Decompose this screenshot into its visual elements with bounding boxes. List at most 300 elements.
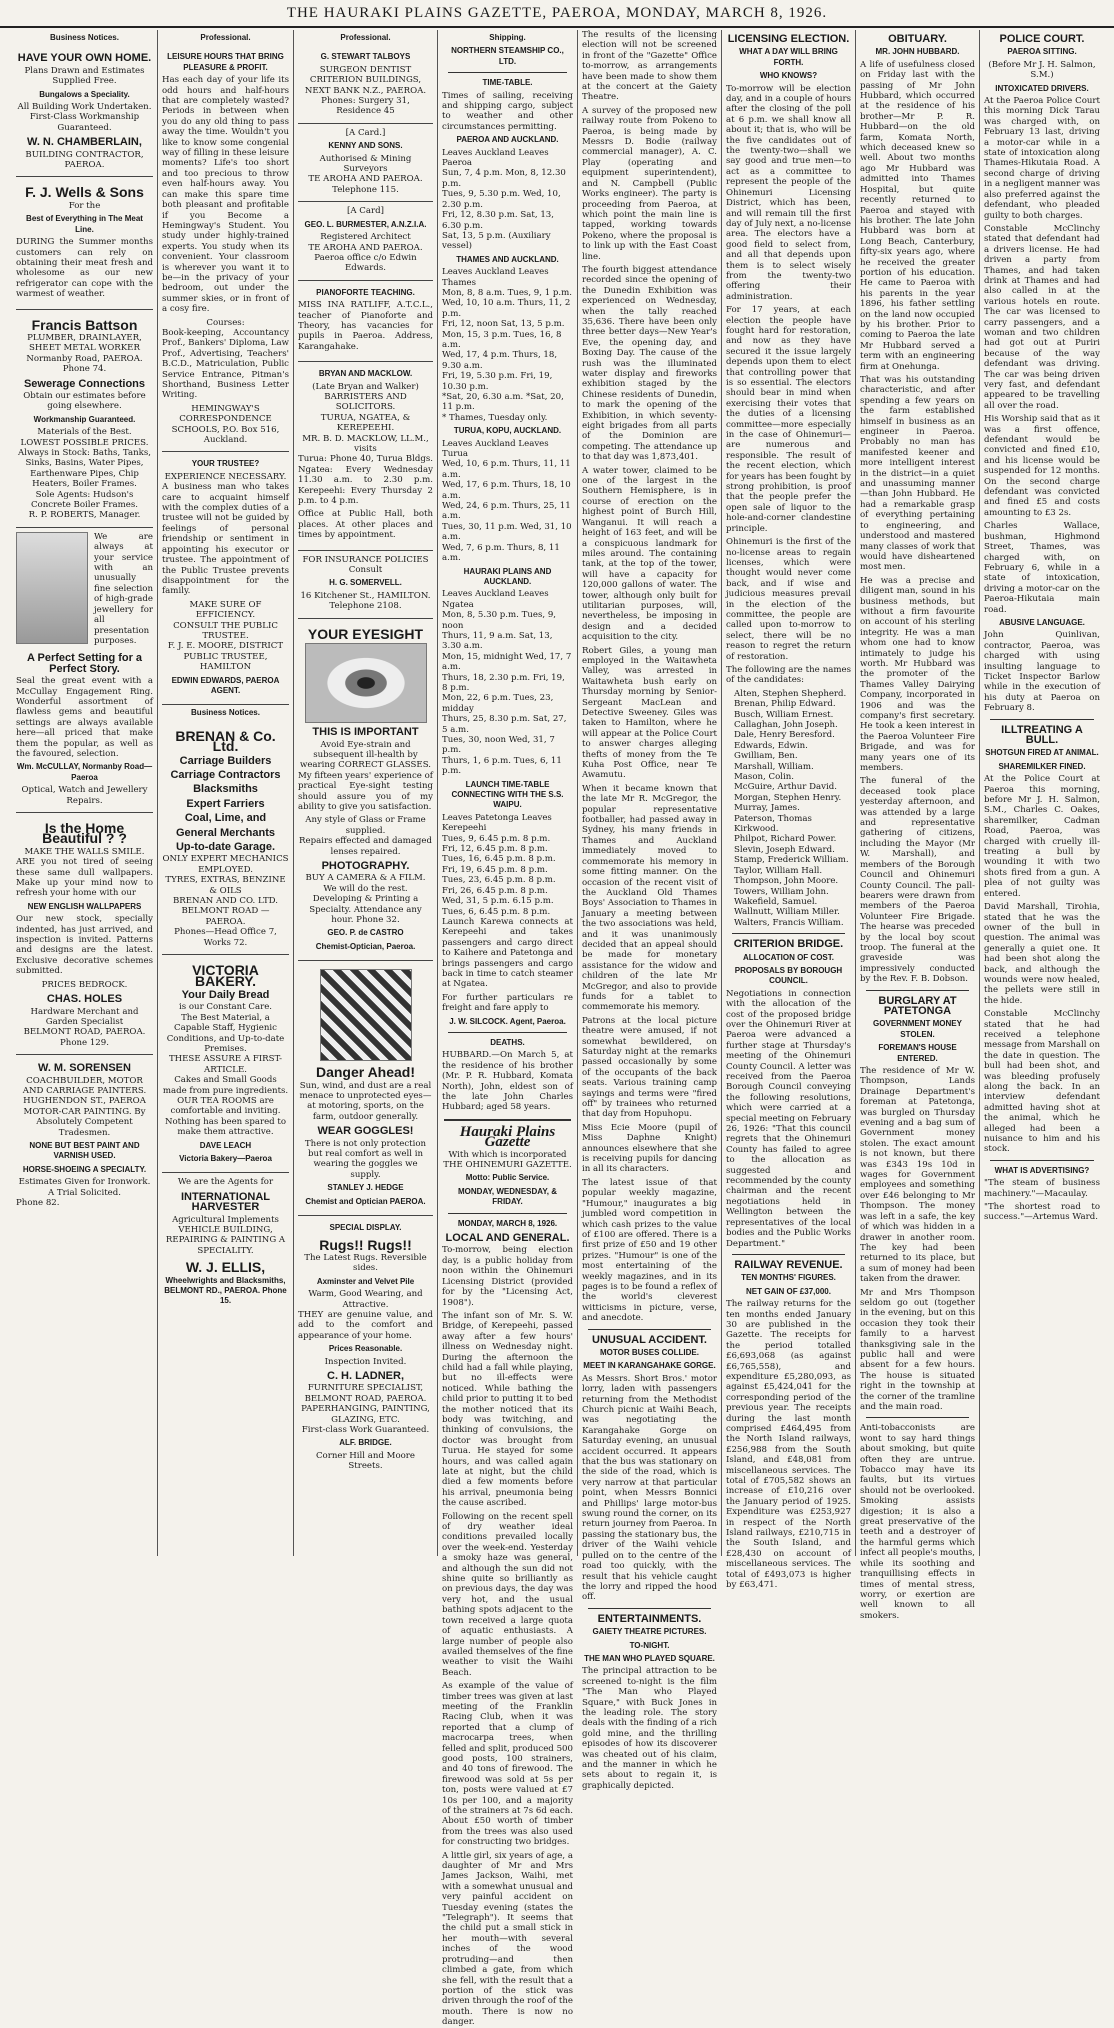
route-row: Mon, 8, 5.30 p.m. Tues, 9, noon (442, 610, 557, 631)
ad-line: BELMONT ROAD, PAEROA. Phone 129. (23, 1027, 146, 1048)
ad-line: TE AROHA AND PAEROA. (308, 242, 423, 253)
article-subheading: SHOTGUN FIRED AT ANIMAL. (985, 748, 1099, 758)
paper-date: MONDAY, MARCH 8, 1926. (457, 1218, 558, 1228)
ad-body: DURING the Summer months customers can rely on obtaining their meat fresh and wholesome as our new refrigerator can cope with the warmest of weather. (16, 237, 153, 300)
ad-line: SURGEON DENTIST (319, 64, 412, 75)
ad-line: MAKE THE WALLS SMILE. (24, 846, 145, 857)
divider (990, 719, 1094, 720)
article-paragraph: To-morrow will be election day, and in a couple of hours after the closing of the poll at 6 p.m. we shall know all about it; that is, who will be the five candidates out of the twenty-two—shall we say good and true men—to act as a committee to represent the people of the Ohinemuri Licensing District, which has been, and will remain till the first day of July next, a no-license area. The electors have a good field to select from, and all that depends upon them is to select wisely from the twenty-two offering their administration. (726, 83, 851, 302)
burmester-ad (298, 202, 433, 280)
ad-line: [A Card] (347, 206, 384, 217)
ad-body: Office at Public Hall, both places. At other places and times by appointment. (298, 509, 433, 541)
article-subheading: TO-NIGHT. (629, 1640, 670, 1650)
ad-line: is our Constant Care. (178, 1002, 273, 1013)
column-5 (578, 30, 722, 1791)
article-paragraph: The residence of Mr W. Thompson, Lands Drainage Department's foreman at Patetonga, was burgled on Thursday evening and a bag sum of Government money stolen. The exact amount is not known, but there was £343 19s 10d in wages for Government employees and something over £46 belonging to Mr Thompson. The money was left in a safe, the key of which was hidden in a drawer in another room. The key had been returned to its place, but a sum of money had been taken from the drawer. (860, 1066, 975, 1285)
article-subheading: WHO KNOWS? (759, 71, 818, 81)
article-subheading: MEET IN KARANGAHAKE GORGE. (583, 1361, 716, 1371)
victoria-bakery-ad (162, 955, 289, 1173)
article-paragraph: Mr and Mrs Thompson seldom go out (together in the evening, but on this occasion they took their family to a harvest thanksgiving sale in the public hall and were absent for a few hours. The house is situated right in the township at the corner of the tramline and the main road. (860, 1287, 975, 1412)
article-paragraph: The results of the licensing election will not be screened in front of the "Gazette" Office to-morrow, as arrangements have been made to show them at the concert at the Gaiety Theatre. (582, 30, 717, 103)
article-subheading: WHAT A DAY WILL BRING FORTH. (739, 47, 838, 67)
ad-name: BRYAN AND MACKLOW. (318, 369, 413, 379)
ad-line: First-Class Workmanship Guaranteed. (29, 112, 140, 133)
paper-days: MONDAY, WEDNESDAY, & FRIDAY. (458, 1186, 557, 1207)
ad-line: Sun, wind, and dust are a real menace to unprotected eyes—at motoring, sports, on the farm, outdoor generally. (299, 1080, 432, 1122)
article-heading: CRITERION BRIDGE. (733, 938, 844, 951)
ad-line: Coal, Lime, and (184, 812, 267, 825)
divider (588, 1608, 711, 1609)
article-paragraph: As Messrs. Short Bros.' motor lorry, laden with passengers returning from the Methodist Church picnic at Waihi Beach, was negotiating the Karangahake Gorge on Saturday evening, an unusual accident occurred. It appears that the bus was stationary on the side of the road, which is very narrow at that particular point, when Messrs Bonnici and Phillips' large motor-bus swung round the corner, on its return journey from Paeroa. In passing the stationary bus, the driver of the Waihi vehicle pulled on to the centre of the road too quickly, with the result that his vehicle caught the lorry and ripped the hood off. (582, 1373, 717, 1603)
ad-line: BUY A CAMERA & A FILM. We will do the rest. Developing & Printing a Specialty. Attendance any hour. Phone 32. (305, 873, 426, 925)
route-row: Fri, 19, 5.30 p.m. Fri, 19, 10.30 p.m. (442, 371, 553, 392)
ad-line: TURUA, NGATEA, & KEREPEEHI. (320, 412, 411, 434)
route-row: Wed, 10, 6 p.m. Thurs, 11, 11 a.m. (442, 459, 571, 480)
article-paragraph: A water tower, claimed to be one of the largest in the Southern Hemisphere, is in course of erection on the highest point of Burch Hill, Wanganui. It will reach a height of 163 feet, and will be a conspicuous landmark for miles around. The containing tank, at the top of the tower, will have a capacity for 120,000 gallons of water. The tower, although only built for utilitarian purposes, will, nevertheless, be imposing in design and a decided acquisition to the city. (582, 465, 717, 643)
article-paragraph: To-morrow, being election day, is a public holiday from noon within the Ohinemuri Licensing District (provided for by the "Licensing Act, 1908"). (442, 1245, 573, 1308)
route-row: Wed, 7, 6 p.m. Thurs, 8, 11 a.m. (442, 542, 560, 564)
ad-name: GEO. P. de CASTRO (327, 928, 404, 938)
article-paragraph: The following are the names of the candidates: (726, 664, 851, 686)
route-row: Sat, 13, 5 p.m. (Auxiliary vessel) (442, 230, 551, 252)
ad-body: Has each day of your life its odd hours and half-hours that are completely wasted? Periods in between when you do any old thing to pass away the time. Wouldn't you like to know some congenial way of filling in these leisure moments? Life's too short and too precious to throw even half-hours away. You can make this spare time both pleasant and profitable if you Become a Hemingway's Student. You study under highly-trained experts. You study when its convenient. Your classroom is wherever you want it to be—in the privacy of your bedroom, out under the summer skies, or in front of a cosy fire. (162, 75, 289, 315)
ad-title: VICTORIA BAKERY. (192, 962, 259, 989)
ad-line: Best of Everything in The Meat Line. (26, 214, 143, 234)
candidate: Edwards, Edwin. (734, 740, 808, 751)
candidate: Thompson, John Moore. (734, 876, 839, 887)
article-subheading: PAEROA SITTING. (1007, 47, 1077, 57)
column-4 (438, 30, 578, 2028)
ad-line: Prices Reasonable. (328, 1344, 403, 1354)
article-subheading: GOVERNMENT MONEY STOLEN. (873, 1019, 962, 1039)
rugs-ad (298, 1216, 433, 1478)
ad-line: First-class Work Guaranteed. (301, 1425, 430, 1435)
candidate: Taylor, William Hall. (734, 865, 823, 876)
candidate: Busch, William Ernest. (734, 709, 834, 720)
ad-line: EDWIN EDWARDS, PAEROA AGENT. (171, 675, 280, 695)
ad-title: PIANOFORTE TEACHING. (316, 287, 415, 297)
column-3 (294, 30, 438, 1556)
ad-title: YOUR EYESIGHT (307, 625, 424, 642)
deaths-heading: DEATHS. (490, 1037, 525, 1047)
route-title: TURUA, KOPU, AUCKLAND. (453, 426, 562, 436)
divider (732, 1254, 845, 1255)
ad-line: Carriage Contractors (170, 769, 281, 781)
route-row: Fri, 19, 6.45 p.m. 8 p.m. (442, 864, 548, 875)
ad-body: A business man who takes care to acquaint himself with the complex duties of a trustee will not be guided by feelings of personal friendship or sentiment in appointing his executor or trustee. The appointment of the Public Trustee prevents disappointment for the family. (162, 482, 289, 597)
ad-line: Hardware Merchant and Garden Specialist (30, 1006, 139, 1027)
route-title: LAUNCH TIME-TABLE CONNECTING WITH THE S.S. WAIPU. (451, 779, 564, 810)
route-row: Thurs, 1, 6 p.m. Tues, 6, 11 p.m. (442, 755, 562, 777)
ad-line: Plans Drawn and Estimates Supplied Free. (24, 65, 145, 87)
ad-line: Repairs effected and damaged lenses repaired. (299, 836, 432, 857)
column-7 (856, 30, 980, 1621)
article-heading: ILLTREATING A BULL. (1001, 723, 1083, 746)
ad-line: Authorised & Mining Surveyors (319, 153, 412, 175)
death-notice: HUBBARD.—On March 5, at the residence of his brother (Mr. P. R. Hubbard, Komata North), John, eldest son of the late John Charles Hubbard; aged 58 years. (442, 1050, 573, 1113)
ad-line: Obtain our estimates before going elsewhere. (23, 390, 146, 412)
route-row: Sun, 7, 4 p.m. Mon, 8, 12.30 p.m. (442, 168, 566, 189)
ad-line: The Best Material, a Capable Staff, Hygienic Conditions, and Up-to-date Premises. (166, 1012, 285, 1054)
ad-line: The Latest Rugs. Reversible sides. (304, 1252, 427, 1274)
article-subheading: MOTOR BUSES COLLIDE. (600, 1347, 699, 1357)
route-title: HAURAKI PLAINS AND AUCKLAND. (463, 566, 552, 586)
candidate: Philpot, Richard Power. (734, 834, 837, 845)
mccullay-ad (16, 528, 153, 813)
ad-line: BUILDING CONTRACTOR, PAEROA. (25, 149, 144, 171)
ad-line: Warm, Good Wearing, and Attractive. (308, 1289, 423, 1310)
ad-line: BRENAN AND CO. LTD. BELMONT ROAD — PAEROA. (172, 896, 279, 927)
divider (588, 1329, 711, 1330)
section-label: Professional. (340, 33, 391, 42)
article-paragraph: At the Paeroa Police Court this morning Dick Tarau was charged with, on February 13 last, driving a motor-car while in a state of intoxication along Thames-Hikutaia Road. A second charge of driving in a negligent manner was also preferred against the defendant, who pleaded guilty to both charges. (984, 96, 1100, 221)
ad-line: HORSE-SHOEING A SPECIALTY. (22, 1164, 147, 1174)
ad-heading: Rugs!! Rugs!! (319, 1236, 412, 1253)
ad-name: Wm. McCULLAY, Normanby Road—Paeroa (16, 762, 153, 782)
ad-line: ONLY EXPERT MECHANICS EMPLOYED. (162, 854, 289, 875)
ad-body: MISS INA RATLIFF, A.T.C.L., teacher of Pianoforte and Theory, has vacancies for pupils in Paeroa. Address, Karangahake. (298, 300, 433, 352)
article-paragraph: A little girl, six years of age, a daughter of Mr and Mrs James Jackson, Waihi, met with a somewhat unusual and very painful accident on Tuesday evening (states the "Telegraph"). It seems that the child put a small stick in her mouth—with several inches of the wood protruding—and then climbed a gate, from which she fell, with the result that a portion of the stick was driven through the roof of the mouth. There is now no danger. (442, 1850, 573, 2028)
ad-name: H. G. SOMERVELL. (329, 578, 402, 588)
article-heading: BURGLARY AT PATETONGA (878, 994, 957, 1017)
route-row: Wed, 31, 5 p.m. 6.15 p.m. (442, 896, 554, 907)
paper-nameplate: Hauraki Plains Gazette (459, 1123, 556, 1151)
ad-line: NONE BUT BEST PAINT AND VARNISH USED. (29, 1140, 140, 1161)
article-paragraph: That was his outstanding characteristic, and after spending a few years on the farm established himself in business as an engineer in Paeroa. Probably no man has manifested keener and more intelligent interest in the district—in a quiet and unassuming manner—than John Hubbard. He had a remarkable grasp of everything pertaining to engineering, and understood and mastered many classes of work that would have disheartened most men. (860, 375, 975, 573)
ad-heading: Sewerage Connections (23, 377, 146, 390)
divider (990, 1160, 1094, 1161)
route-row: Leaves Patetonga Leaves Kerepeehi (442, 812, 552, 834)
section-label: Professional. (200, 33, 251, 42)
article-subheading: TEN MONTHS' FIGURES. (741, 1273, 836, 1283)
ad-line: Chemist-Optician, Paeroa. (315, 941, 416, 951)
article-paragraph: Constable McClinchy stated that he had received a telephone message from Marshall on the date in question. The bull had been shot, and was bleeding profusely along the back. In an interview defendant admitted having shot at the animal, which he alleged had been a nuisance to him and his stock. (984, 1009, 1100, 1155)
article-paragraph: The fourth biggest attendance recorded since the opening of the Dunedin Exhibition was experienced on Wednesday, when the tally reached 35,636. There have been only three better days—New Year's Eve, the opening day, and Boxing Day. The cause of the rush was the illuminated water display and fireworks exhibition staged by the Chinese residents of Dunedin, to mark the opening of the Exhibition, in which seventy-eight brigades from all parts of the Dominion are competing. The attendance up to that day was 1,873,401. (582, 264, 717, 463)
ad-body: Book-keeping, Accountancy Prof., Bankers' Diploma, Law Prof., Advertising, Teachers' B.C.D., Matriculation, Public Service Entrance, Pitman's Shorthand, Business Letter Writing. (162, 327, 289, 401)
article-heading: RAILWAY REVENUE. (734, 1258, 843, 1271)
article-paragraph: The railway returns for the ten months ended January 30 are published in the Gazette. The receipts for the period totalled £6,693,068 (as against £6,765,558), and expenditure £5,280,093, as against £5,424,041 for the corresponding period of the previous year. The receipts during the last month comprised £464,495 from the North Island railways, £256,988 from the South Island, and £48,081 from miscellaneous services. The total of £705,582 shows an increase of £10,216 over the January period of 1925. Expenditure was £253,927 in respect of the North Island railways, £210,715 in the South Island, and £28,430 on account of miscellaneous services. The total of £493,073 is higher by £63,471. (726, 1299, 851, 1591)
article-paragraph: For 17 years, at each election the people have fought hard for restoration, and now as they have secured it the issue largely depends upon them to elect that controlling power that is so essential. The electors should bear in mind when exercising their votes that the duties of a licensing committee—more especially in the case of Ohinemuri—are numerous and responsible. The result of the recent election, which for years has been fought by strong prohibition, is proof that the people prefer the open sale of liquor to the hole-and-corner clandestine principle. (726, 305, 851, 534)
ad-line: Chemist and Optician PAEROA. (305, 1196, 426, 1206)
ad-name: W. J. ELLIS, (185, 1259, 266, 1276)
ad-name: CHAS. HOLES (46, 993, 123, 1006)
ad-line: Paeroa office c/o Edwin Edwards. (314, 252, 417, 274)
route-row: Fri, 26, 6.45 p.m. 8 p.m. (442, 885, 548, 896)
ad-name: C. H. LADNER, (327, 1369, 404, 1382)
holes-ad (16, 813, 153, 1055)
danger-ahead-ad (298, 961, 433, 1216)
ad-line: Expert Farriers (186, 797, 265, 810)
divider (448, 1213, 567, 1214)
paper-line: With which is incorporated THE OHINEMURI GAZETTE. (443, 1149, 572, 1171)
ad-line: ALF. BRIDGE. (339, 1438, 392, 1448)
ad-heading: WEAR GOGGLES! (317, 1125, 414, 1138)
ad-line: (Late Bryan and Walker) (312, 381, 419, 392)
ad-heading: Courses: (206, 317, 245, 328)
article-paragraph: Constable McClinchy stated that defendant had a drivers license. He had driven a party from Thames, and had taken drink at Thames and had also called in at the various hotels en route. The car was licensed to carry passengers, and a woman and two children had got out at Puriri because of the way defendant was driving. The car was being driven very fast, and defendant appeared to be travelling all over the road. (984, 223, 1100, 411)
candidate: Brenan, Philip Edward. (734, 699, 836, 710)
candidate: Murray, James. (734, 803, 800, 814)
divider (448, 1032, 567, 1033)
ad-line: A Trial Solicited. (47, 1187, 122, 1198)
candidate: Walters, Francis William. (734, 917, 844, 928)
eye-illustration (305, 643, 427, 723)
ad-heading: Axminster and Velvet Pile (316, 1276, 415, 1286)
ad-line: Registered Architect (320, 232, 411, 243)
route-row: Tues, 6, 6.45 p.m. 8 p.m. (442, 906, 551, 917)
article-heading: LICENSING ELECTION. (727, 33, 850, 45)
route-row: Tues, 30, noon Wed, 31, 7 p.m. (442, 735, 555, 756)
article-subheading: NET GAIN OF £37,000. (746, 1286, 831, 1296)
hemingway-ad (162, 45, 289, 452)
candidate: Paterson, Thomas Kirkwood. (734, 813, 812, 835)
ad-line: Sole Agents: Hudson's Concrete Boiler Frames. (30, 489, 139, 511)
ad-body: Seal the great event with a McCullay Engagement Ring. Wonderful assortment of flawless gems and beautiful settings are always available here—all priced that make them the popular, as well as the favoured, selection. (16, 676, 153, 759)
article-subheading: ABUSIVE LANGUAGE. (999, 617, 1085, 627)
article-paragraph: Negotiations in connection with the allocation of the cost of the proposed bridge over the Ohinemuri River at Paeroa were advanced a further stage at Thursday's meeting of the Ohinemuri County Council. A letter was received from the Paeroa Borough Council conveying the following resolutions, which were carried at a special meeting on February 26, 1926: "That this council regrets that the Ohinemuri County has failed to agree to the allocation as suggested and recommended by the county chairman and the recent negotiations held in Wellington between the representatives of the local bodies and the Public Works Department." (726, 988, 851, 1249)
ad-body: THEY are genuine value, and add to the comfort and appearance of your home. (298, 1309, 433, 1341)
article-paragraph: Anti-tobacconists are wont to say hard things about smoking, but quite often they are untrue. Tobacco may have its faults, but its virtues should not be overlooked. Smoking assists digestion; it is also a great preservative of the teeth and a destroyer of the harmful germs which infect all people's mouths, while its soothing and tranquillising effects in times of mental stress, worry, or exertion are well known to all smokers. (860, 1423, 975, 1621)
ad-line: Phones: Surgery 31, Residence 45 (321, 96, 410, 117)
eyesight-ad (298, 619, 433, 962)
ad-line: F. J. E. MOORE, DISTRICT PUBLIC TRUSTEE, HAMILTON (167, 641, 284, 673)
chamberlain-ad (16, 45, 153, 177)
talboys-ad (298, 45, 433, 123)
ad-line: Phones—Head Office 7, Works 72. (174, 927, 277, 948)
jeweller-illustration (16, 532, 88, 644)
article-paragraph: At the Police Court at Paeroa this morning, before Mr J. H. Salmon, S.M., Charles C. Oakes, sharemilker, Cadman Road, Paeroa, was charged with cruelly ill-treating a bull by wounding it with two shots fired from a gun. A plea of not guilty was entered. (984, 774, 1100, 899)
column-1 (12, 30, 158, 1556)
article-paragraph: Patrons at the local picture theatre were amused, if not somewhat bewildered, on Saturday night at the remarks passed occasionally by some of the occupants of the back seats. Various training camp sayings and terms were "fired off" by trainees who returned that day from Hopuhopu. (582, 1015, 717, 1120)
ad-title: F. J. Wells & Sons (25, 184, 144, 201)
route-row: Fri, 12, noon Sat, 13, 5 p.m. (442, 319, 565, 330)
article-paragraph: Ohinemuri is the first of the no-license areas to regain licenses, which were thought would never come back, and if wise and judicious measures prevail in the election of the committee, the people are called upon to-morrow to select, there will be no reason to regret the return of restoration. (726, 537, 851, 662)
ad-line: For the (68, 200, 101, 211)
ad-body: ARE you not tired of seeing these same dull wallpapers. Make up your mind now to refresh your home with our (16, 857, 153, 899)
ad-line: FOR INSURANCE POLICIES Consult (302, 554, 429, 576)
article-paragraph: A survey of the proposed new railway route from Pokeno to Paeroa, is being made by Messrs D. Bodie (railway commercial manager), A. C. Play (operating and equipment superintendent), and N. Campbell (Public Works engineer). The party is proceeding from Paeroa, at which point the main line is tapped, working towards Pokeno, where the proposal is to link up with the East Coast line. (582, 105, 717, 262)
ad-body: We are always at your service with an unusually fine selection of high-grade jewellery for all presentation purposes. (94, 531, 153, 646)
ad-line: Phone 74. (62, 364, 107, 375)
article-subheading: PROPOSALS BY BOROUGH COUNCIL. (734, 965, 843, 986)
route-title: PAEROA AND AUCKLAND. (456, 135, 559, 145)
bryan-macklow-ad (298, 362, 433, 551)
ad-line: TE AROHA AND PAEROA. (308, 174, 423, 185)
article-subheading: FOREMAN'S HOUSE ENTERED. (878, 1043, 957, 1063)
ellis-ad (162, 1173, 289, 1314)
route-row: Mon, 15, 3 p.m. Tues, 16, 8 a.m. (442, 329, 562, 350)
ad-line: COACHBUILDER, MOTOR AND CARRIAGE PAINTERS. HUGHENDON ST., PAEROA (22, 1075, 147, 1107)
candidate: Stamp, Frederick William. (734, 855, 849, 866)
ad-line: Any style of Glass or Frame supplied. (305, 815, 426, 836)
ad-heading: Workmanship Guaranteed. (33, 414, 136, 424)
danger-sign-illustration (320, 969, 412, 1061)
ad-line: MOTOR-CAR PAINTING. By Absolutely Competent Tradesmen. (23, 1106, 146, 1138)
ad-title: Is the Home Beautiful ? ? (42, 820, 127, 847)
candidate: Gwilliam, Ben. (734, 751, 798, 762)
candidate: McGuire, Arthur David. (734, 782, 837, 793)
ad-title: BRENAN & Co. Ltd. (175, 727, 276, 755)
public-trustee-ad (162, 452, 289, 705)
article-heading: ENTERTAINMENTS. (597, 1612, 702, 1625)
route-row: Thurs, 25, 8.30 p.m. Sat, 27, 5 a.m. (442, 714, 567, 735)
article-paragraph: David Marshall, Tirohia, stated that he was the owner of the bull in question. The animal was generally a quiet one. It had been shot along the back, and although the wounds were now healed, the pellets were still in the hide. (984, 902, 1100, 1006)
pianoforte-ad (298, 281, 433, 362)
route-row: Leaves Auckland Leaves Paeroa (442, 147, 549, 169)
sorensen-ad (16, 1055, 153, 1214)
route-row: Fri, 12, 8.30 p.m. Sat, 13, 6.30 p.m. (442, 210, 554, 231)
route-row: Wed, 24, 6 p.m. Thurs, 25, 11 a.m. (442, 501, 571, 522)
ad-line: HEMINGWAY'S CORRESPONDENCE SCHOOLS, P.O. Box 516, Auckland. (171, 403, 280, 446)
ad-heading: NEW ENGLISH WALLPAPERS (27, 901, 142, 911)
somervell-ad (298, 551, 433, 619)
divider (444, 1119, 571, 1121)
paper-motto: Motto: Public Service. (465, 1173, 550, 1183)
ad-line: Bungalows a Speciality. (39, 89, 130, 99)
route-title: THAMES AND AUCKLAND. (456, 254, 559, 264)
ad-line: MR. B. D. MACKLOW, LL.M., visits (302, 433, 429, 454)
ad-line: Victoria Bakery—Paeroa (179, 1154, 272, 1163)
divider (866, 990, 969, 991)
article-paragraph: The latest issue of that popular weekly magazine, "Humour," inaugurates a big jumbled word competition in which cash prizes to the value of £100 are offered. There is a first prize of £50 and 19 other prizes. "Humour" is one of the most entertaining of the weekly magazines, and in its pages is to be found a reflex of the world's cleverest witticisms in picture, verse, and anecdote. (582, 1177, 717, 1324)
article-paragraph: Charles Wallace, bushman, Highmond Street, Thames, was charged with, on February 6, while in a state of intoxication, driving a motor-car on the Paeroa-Hikutaia main road. (984, 521, 1100, 615)
column-6 (722, 30, 856, 1591)
ad-line: CRITERION BUILDINGS, NEXT BANK N.Z., PAEROA. (304, 75, 427, 96)
ad-line: Blacksmiths (193, 783, 258, 796)
wells-ad (16, 177, 153, 309)
section-label: Business Notices. (191, 708, 260, 718)
ad-line: PRICES BEDROCK. (41, 979, 128, 990)
article-heading: WHAT IS ADVERTISING? (994, 1165, 1090, 1175)
ad-line: Telephone 2108. (329, 601, 402, 612)
article-paragraph: Following on the recent spell of dry weather ideal conditions prevailed locally over the week-end. Yesterday a smoky haze was general, and although the sun did not shine quite so brilliantly as on previous days, the day was very hot, and the usual bathing spots adjacent to the town received a large quota of aquatic enthusiasts. A large number of people also availed themselves of the fine weather to visit the Waihi Beach. (442, 1511, 573, 1678)
column-8 (980, 30, 1104, 1556)
ad-line: PLUMBER, DRAINLAYER, SHEET METAL WORKER (27, 332, 142, 354)
ad-line: Materials of the Best. (37, 427, 132, 438)
candidate: Wakefield, Samuel. (734, 896, 818, 907)
article-paragraph: His Worship said that as it was a first offence, defendant would be convicted and fined £10, and his license would be suspended for 12 months. On the second charge defendant was convicted and fined £5 and costs amounting to £3 2s. (984, 414, 1100, 518)
article-paragraph: Miss Ecie Moore (pupil of Miss Daphne Knight) announces elsewhere that she is receiving pupils for dancing in all its characters. (582, 1122, 717, 1175)
ad-line: FURNITURE SPECIALIST, BELMONT ROAD, PAEROA. (304, 1383, 427, 1404)
ad-line: Corner Hill and Moore Streets. (315, 1450, 416, 1472)
masthead: THE HAURAKI PLAINS GAZETTE, PAEROA, MONDAY, MARCH 8, 1926. (0, 0, 1114, 28)
ad-line: [A Card.] (345, 127, 386, 138)
ad-title: YOUR TRUSTEE? (191, 459, 260, 469)
ad-line: Carriage Builders (179, 754, 272, 767)
ad-line: Agricultural Implements (172, 1214, 279, 1225)
ad-heading: MAKE SURE OF EFFICIENCY. (189, 599, 262, 621)
ad-line: There is not only protection but real comfort as well in wearing the goggles we supply. (304, 1138, 427, 1180)
candidate: Marshall, William. (734, 761, 814, 772)
divider (448, 72, 567, 73)
candidate: Alten, Stephen Shepherd. (734, 688, 847, 699)
route-row: Leaves Auckland Leaves Ngatea (442, 589, 549, 610)
route-row: Tues, 30, 11 p.m. Wed, 31, 10 a.m. (442, 521, 572, 543)
route-row: Fri, 12, 6.45 p.m. 8 p.m. (442, 844, 548, 855)
article-paragraph: The principal attraction to be screened to-night is the film "The Man who Played Square," with Buck Jones in the leading role. The story deals with the finding of a rich gold mine, and the thrilling episodes of how its discoverer was cheated out of his claim, and the manner in which he sets about to regain it, is graphically depicted. (582, 1666, 717, 1791)
ad-title: Francis Battson (31, 316, 138, 333)
ad-line: Your Daily Bread (181, 988, 270, 1001)
ad-line: CONSULT THE PUBLIC TRUSTEE. (173, 620, 278, 641)
article-heading: UNUSUAL ACCIDENT. (592, 1333, 707, 1346)
article-heading: OBITUARY. (888, 33, 947, 45)
route-row: Wed, 17, 4 p.m. Thurs, 18, 9.30 a.m. (442, 350, 558, 371)
article-paragraph: The funeral of the deceased took place yesterday afternoon, and was attended by a large and representative gathering of citizens, including the Mayor (Mr W. Marshall), and members of the Borough Council and Ohinemuri County Council. The pall-bearers were drawn from members of the Paeroa Volunteer Fire Brigade. The hearse was preceded by the local boy scout troop. The funeral at the graveside was impressively conducted by the Rev. F. B. Dobson. (860, 776, 975, 985)
ad-name: G. STEWART TALBOYS (320, 52, 411, 62)
divider (866, 1417, 969, 1418)
candidate: Callaghan, John Joseph. (734, 720, 838, 730)
route-row: Wed, 17, 6 p.m. Thurs, 18, 10 a.m. (442, 480, 571, 501)
route-row: Thurs, 11, 9 a.m. Sat, 13, 3.30 a.m. (442, 630, 553, 652)
article-subheading: ALLOCATION OF COST. (743, 952, 834, 962)
ad-line: All Building Work Undertaken. (17, 102, 152, 113)
article-subheading: INTOXICATED DRIVERS. (995, 83, 1089, 93)
route-row: Thurs, 18, 2.30 p.m. Fri, 19, 8 p.m. (442, 672, 565, 693)
ad-name: DAVE LEACH (199, 1140, 252, 1150)
route-row: Mon, 22, 6 p.m. Tues, 23, midday (442, 693, 554, 714)
column-2 (158, 30, 294, 1556)
route-row: Tues, 9, 6.45 p.m. 8 p.m. (442, 833, 551, 844)
ad-line: 16 Kitchener St., HAMILTON. (300, 590, 431, 601)
page-columns (12, 30, 1104, 2028)
article-paragraph: "The steam of business machinery."—Macaulay. (984, 1178, 1100, 1199)
article-subheading: MR. JOHN HUBBARD. (875, 47, 960, 57)
ad-heading: PHOTOGRAPHY. (321, 859, 410, 872)
ad-title: Danger Ahead! (315, 1064, 416, 1081)
ad-line: Cakes and Small Goods made from pure ingredients. (162, 1075, 289, 1096)
ad-line: LOWEST POSSIBLE PRICES. (20, 437, 149, 448)
article-paragraph: He was a precise and diligent man, sound in his business methods, but without a firm favourite on account of his sterling integrity. He was a man whom one had to know intimately to judge his worth. Mr Hubbard was the promoter of the Thames Valley Dairying Company, incorporated in 1906 and was the company's first secretary. He took a keen interest in the Paeroa Volunteer Fire Brigade, and was for many years one of its members. (860, 575, 975, 774)
route-row: * Thames, Tuesday only. (442, 412, 548, 423)
ad-line: Up-to-date Garage. (175, 841, 275, 854)
ad-line: We are the Agents for (177, 1177, 274, 1188)
article-heading: POLICE COURT. (999, 33, 1085, 45)
route-row: Tues, 9, 5.30 p.m. Wed, 10, 2.30 p.m. (442, 189, 561, 210)
ad-line: THESE ASSURE A FIRST-ARTICLE. (168, 1054, 283, 1075)
article-subheading: THE MAN WHO PLAYED SQUARE. (584, 1653, 715, 1663)
ad-line: Optical, Watch and Jewellery Repairs. (21, 785, 148, 806)
article-subheading: SHAREMILKER FINED. (998, 761, 1086, 771)
ad-line: Avoid Eye-strain and subsequent ill-health by wearing CORRECT GLASSES. (299, 739, 432, 771)
candidate: Morgan, Stephen Henry. (734, 792, 842, 803)
article-subheading: GAIETY THEATRE PICTURES. (592, 1627, 707, 1637)
ad-title: HAVE YOUR OWN HOME. (17, 52, 152, 65)
timetable-intro: Times of sailing, receiving and shipping cargo, subject to weather and other circumstances permitting. (442, 90, 573, 132)
ad-line: Always in Stock: Baths, Tanks, Sinks, Basins, Water Pipes, Earthenware Pipes, Chip Heaters, Boiler Frames. (18, 448, 151, 490)
ad-line: PAPERHANGING, PAINTING, GLAZING, ETC. (301, 1404, 430, 1425)
candidate: Wallnutt, William Miller. (734, 907, 840, 918)
ad-line: OUR TEA ROOMS are comfortable and inviting. Nothing has been spared to make them attractive. (164, 1095, 287, 1138)
route-row: *Sat, 20, 6.30 a.m. *Sat, 20, 11 p.m. (442, 392, 564, 413)
article-paragraph: "The shortest road to success."—Artemus Ward. (984, 1202, 1100, 1223)
ad-line: Wheelwrights and Blacksmiths, BELMONT RD., PAEROA. Phone 15. (164, 1275, 287, 1306)
ad-line: BARRISTERS AND SOLICITORS. (324, 391, 407, 413)
route-row: Mon, 8, 8 a.m. Tues, 9, 1 p.m. (442, 287, 573, 298)
ad-body: Turua: Phone 40, Turua Bldgs. Ngatea: Every Wednesday 11.30 a.m. to 2.30 p.m. Kerepeehi: Every Thursday 2 p.m. to 4 p.m. (298, 454, 433, 507)
ad-line: Phone 82. (16, 1198, 60, 1208)
article-paragraph: When it became known that the late Mr R. McGregor, the popular representative footballer, had passed away in Sydney, his many friends in Thames and Auckland immediately moved to commemorate his memory in some fitting manner. On the occasion of the recent visit of the Auckland Old Thames Boys' Association to Thames in January a meeting between the two associations was held, and it was unanimously decided that an appeal should be made for monetary assistance for the widow and children of the late Mr McGregor, and also to provide funds for a tablet to commemorate his memory. (582, 783, 717, 1013)
route-row: Leaves Auckland Leaves Thames (442, 267, 549, 288)
kenny-ad (298, 124, 433, 202)
article-paragraph: A life of usefulness closed on Friday last with the passing of Mr John Hubbard, which occurred at the residence of his brother—Mr P. R. Hubbard—on the old farm, Komata North, which deceased knew so well. About two months ago Mr Hubbard was admitted into Thames Hospital, but quite recently returned to Paeroa and stayed with his brother. The late John Hubbard was born at Long Beach, Canterbury, fifty-six years ago, where he received the greater portion of his education. He came to Paeroa with his parents in the year 1896, his father settling on the land now occupied by his brother. Prior to coming to Paeroa the late Mr Hubbard served a term with an engineering firm at Onehunga. (860, 59, 975, 372)
ad-title: LEISURE HOURS THAT BRING PLEASURE & PROFIT. (167, 52, 284, 72)
route-row: Mon, 15, midnight Wed, 17, 7 a.m. (442, 651, 572, 673)
article-subheading: (Before Mr J. H. Salmon, S.M.) (988, 59, 1096, 81)
freight-note: For further particulars re freight and fare apply to (442, 992, 573, 1014)
ad-body: Our new stock, specially indented, has just arrived, and inspection is invited. Patterns and designs are the latest. Exclusive decorative schemes submitted. (16, 914, 153, 977)
ad-title: INTERNATIONAL HARVESTER (180, 1190, 270, 1214)
article-paragraph: As example of the value of timber trees was given at last meeting of the Franklin Racing Club, when it was reported that a clump of macrocarpa trees, when felled and split, produced 500 good posts, 100 strainers, and 40 tons of firewood. The firewood was sold at 5s per ton, posts were valued at £7 10s per 100, and a majority of the strainers at 7s 6d each. About £50 worth of timber from the trees was also used for constructing two bridges. (442, 1681, 573, 1848)
